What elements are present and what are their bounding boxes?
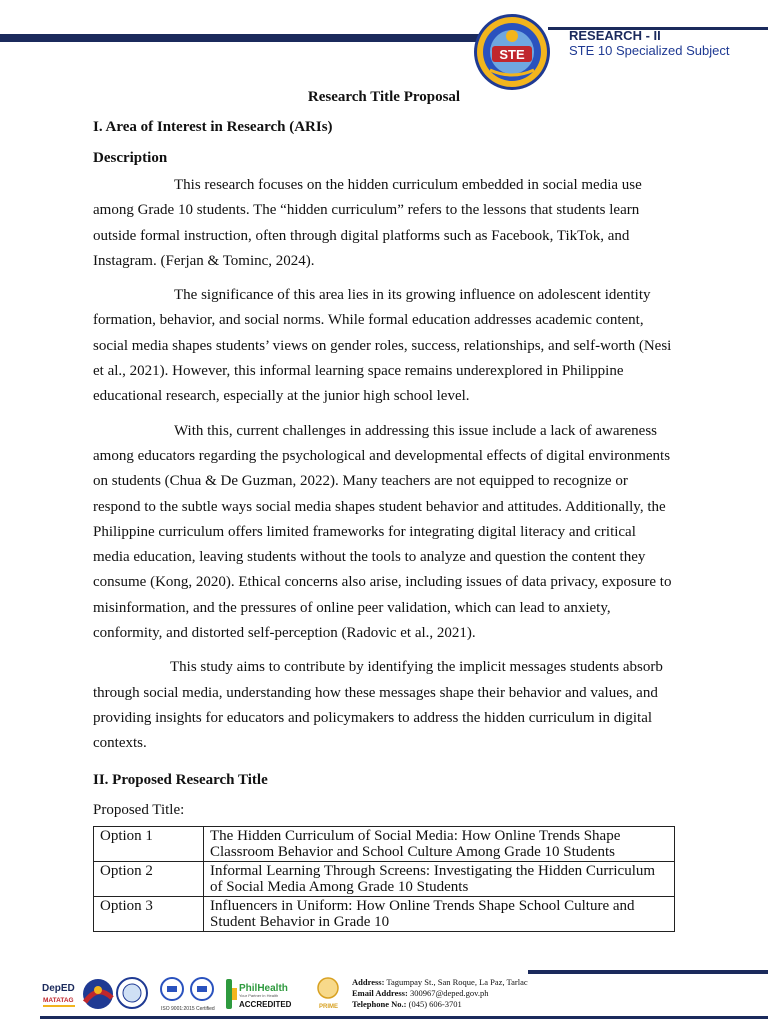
philhealth-logo [226, 979, 292, 1009]
table-row [94, 861, 675, 896]
description-heading: Description [93, 150, 168, 166]
email-line: Email Address: 300967@deped.gov.ph [352, 988, 489, 998]
philhealth-tagline: Your Partner in Health [239, 993, 279, 998]
document-body [93, 87, 675, 932]
paragraph-2: The significance of this area lies in its growing influence on adolescent identity formation, behavior, and social norms. While formal education addresses academic content, social media shapes students’ views on gender roles, success, relationships, and self-worth (Nesi et al., 2021). However, this informal learning space remains underexplored in Philippine educational research, especially at the junior high school level. [93, 287, 672, 405]
option-title: The Hidden Curriculum of Social Media: How Online Trends Shape Classroom Behavior and School Culture Among Grade 10 Students [204, 826, 675, 861]
table-row [94, 826, 675, 861]
document-title: Research Title Proposal [307, 89, 461, 105]
table-row [94, 896, 675, 931]
option-title: Influencers in Uniform: How Online Trends Shape School Culture and Student Behavior in Grade 10 [204, 896, 675, 931]
proposed-title-label: Proposed Title: [93, 801, 185, 818]
header-title: RESEARCH - II [569, 28, 661, 43]
header-bar-left [0, 34, 480, 42]
paragraph-4: This study aims to contribute by identifying the implicit messages students absorb through social media, understanding how these messages shape their behavior and values, and providing insights for educators and policymakers to address the hidden curriculum in digital contexts. [93, 659, 663, 752]
prime-text: PRIME [319, 1004, 339, 1010]
iso-text: ISO 9001:2015 Certified [161, 1006, 215, 1012]
prime-logo [318, 978, 338, 1010]
options-table [93, 826, 675, 932]
footer-contact [352, 977, 528, 1010]
footer-logos [40, 974, 350, 1014]
option-label: Option 3 [94, 896, 204, 931]
option-title: Informal Learning Through Screens: Investigating the Hidden Curriculum of Social Media Among Grade 10 Students [204, 861, 675, 896]
section-area-of-interest-heading: I. Area of Interest in Research (ARIs) [93, 119, 333, 135]
address-line: Address: Tagumpay St., San Roque, La Paz, Tarlac [352, 977, 528, 987]
deped-logo [42, 983, 75, 1007]
iso-badges [161, 978, 215, 1012]
section-proposed-title-heading: II. Proposed Research Title [93, 771, 268, 788]
paragraph-1: This research focuses on the hidden curriculum embedded in social media use among Grade 10 students. The “hidden curriculum” refers to the lessons that students learn outside formal instruction, often through digital platforms such as Facebook, TikTok, and Instagram. (Ferjan & Tominc, 2024). [93, 177, 642, 269]
bagong-pilipinas-logo [83, 979, 113, 1009]
phone-line: Telephone No.: (045) 606-3701 [352, 999, 462, 1009]
footer-bar-top [528, 970, 768, 974]
deped-seal-icon [117, 978, 147, 1008]
option-label: Option 1 [94, 826, 204, 861]
accredited-text: ACCREDITED [239, 1000, 292, 1009]
philhealth-text: PhilHealth [239, 983, 288, 994]
logo-text: STE [499, 47, 525, 62]
deped-text: DepED [42, 983, 75, 994]
option-label: Option 2 [94, 861, 204, 896]
header-subtitle: STE 10 Specialized Subject [569, 43, 730, 58]
paragraph-3: With this, current challenges in addressing this issue include a lack of awareness among educators regarding the psychological and developmental effects of digital environments on students (Chua & De Guzman, 2022). Many teachers are not equipped to recognize or respond to the subtle ways social media shapes student behavior and attitudes. Additionally, the Philippine curriculum offers limited frameworks for integrating digital literacy and critical media education, leaving students without the tools to analyze and question the content they consume (Kong, 2020). Ethical concerns also arise, including issues of data privacy, exposure to misinformation, and the pressures of online peer validation, which can lead to anxiety, conformity, and distorted self-perception (Radovic et al., 2021). [93, 422, 672, 642]
ste-seal-logo [472, 12, 552, 92]
footer-bar-bottom [40, 1016, 768, 1019]
matatag-text: MATATAG [43, 997, 74, 1004]
